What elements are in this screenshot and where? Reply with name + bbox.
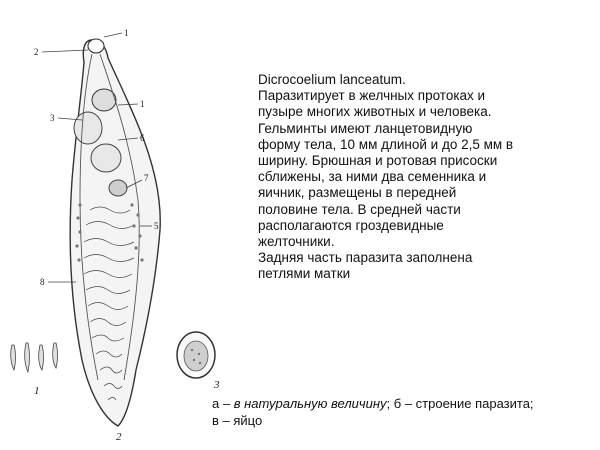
oral-sucker <box>88 39 104 53</box>
natural-size-specimens <box>11 343 58 372</box>
desc-line-8: половине тела. В средней части <box>258 201 461 217</box>
description-block <box>258 72 593 283</box>
label-1-mid: 1 <box>140 99 145 109</box>
caption-line-1: а – в натуральную величину; б – строение паразита; <box>212 396 534 411</box>
desc-line-6: сближены, за ними два семенника и <box>258 169 487 185</box>
desc-line-4: форму тела, 10 мм длиной и до 2,5 мм в <box>258 136 514 152</box>
desc-line-3: Гельминты имеют ланцетовидную <box>258 120 473 136</box>
label-sub-b: 2 <box>116 431 122 443</box>
caption-a-text: в натуральную величину <box>233 396 387 411</box>
egg-inner <box>184 341 208 371</box>
testis-2 <box>91 144 121 172</box>
desc-line-7: яичник, размещены в передней <box>258 185 457 201</box>
ovary <box>109 180 127 196</box>
label-8: 8 <box>40 277 45 287</box>
label-5: 5 <box>154 221 159 231</box>
label-2: 2 <box>34 47 39 57</box>
label-7: 7 <box>144 173 149 183</box>
label-sub-c: 3 <box>214 379 220 391</box>
caption-c-part: в – яйцо <box>212 413 263 428</box>
desc-line-5: ширину. Брюшная и ротовая присоски <box>258 153 498 169</box>
label-3: 3 <box>50 113 55 123</box>
desc-line-10: желточники. <box>258 234 335 250</box>
label-1-top: 1 <box>124 28 129 38</box>
label-6: 6 <box>140 133 145 143</box>
desc-line-2: пузыре многих животных и человека. <box>258 104 492 120</box>
desc-line-11: Задняя часть паразита заполнена <box>258 250 473 266</box>
caption-a-letter: а <box>212 396 220 411</box>
desc-line-12: петлями матки <box>258 266 351 282</box>
desc-line-1: Паразитирует в желчных протоках и <box>258 88 486 104</box>
label-sub-a: 1 <box>34 385 40 397</box>
desc-line-9: располагаются гроздевидные <box>258 217 444 233</box>
testis-1 <box>74 112 102 144</box>
species-name: Dicrocoelium lanceatum. <box>258 72 406 87</box>
figure-caption <box>212 395 597 429</box>
caption-b-part: ; б – строение паразита; <box>386 396 534 411</box>
